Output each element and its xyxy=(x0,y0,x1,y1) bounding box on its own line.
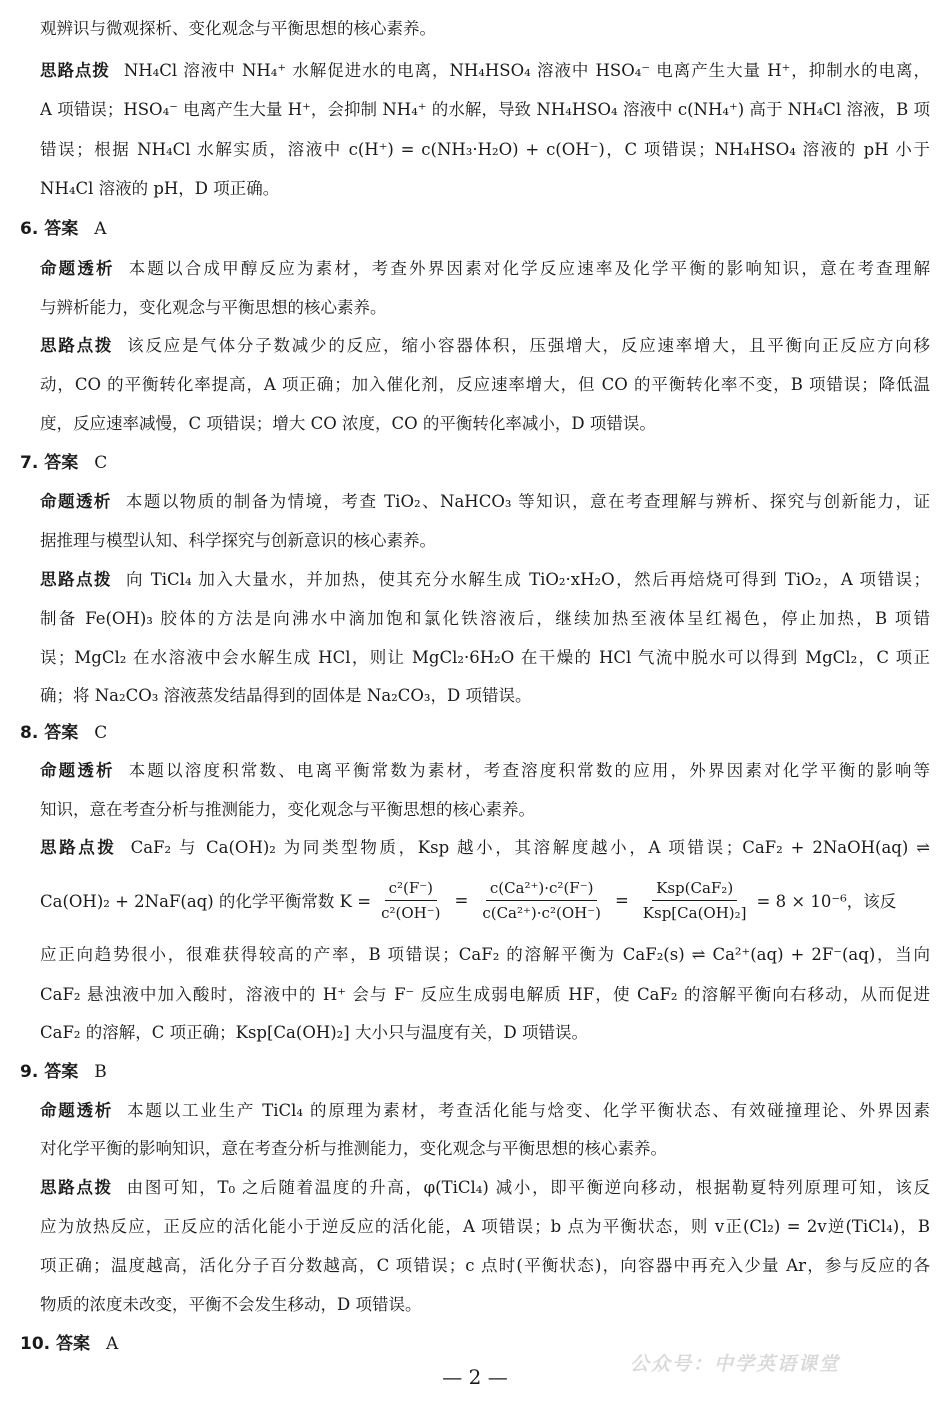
answer-letter: A xyxy=(106,1334,119,1354)
question-6-answer: 6. 答案 A xyxy=(20,219,107,239)
q8-intent-line: 命题透析 本题以溶度积常数、电离平衡常数为素材，考查溶度积常数的应用，外界因素对化学平衡的影响等 xyxy=(40,761,930,780)
analysis-tag: 思路点拨 xyxy=(40,336,114,355)
answer-letter: A xyxy=(94,219,107,239)
analysis-tag: 思路点拨 xyxy=(40,838,117,857)
q9-analysis-line: 物质的浓度未改变，平衡不会发生移动，D 项错误。 xyxy=(40,1295,422,1314)
q7-analysis-line: 思路点拨 向 TiCl₄ 加入大量水，并加热，使其充分水解生成 TiO₂·xH₂O，然后再焙烧可得到 TiO₂，A 项错误； xyxy=(40,570,930,589)
q9-intent-line: 命题透析 本题以工业生产 TiCl₄ 的原理为素材，考查活化能与焓变、化学平衡状态、有效碰撞理论、外界因素 xyxy=(40,1101,930,1120)
intent-tag: 命题透析 xyxy=(40,761,115,780)
intent-tag: 命题透析 xyxy=(40,259,115,278)
question-9-answer: 9. 答案 B xyxy=(20,1062,107,1082)
question-8-answer: 8. 答案 C xyxy=(20,723,108,743)
q9-intent-line: 对化学平衡的影响知识，意在考查分析与推测能力，变化观念与平衡思想的核心素养。 xyxy=(40,1139,667,1158)
q7-analysis-line: 确；将 Na₂CO₃ 溶液蒸发结晶得到的固体是 Na₂CO₃，D 项错误。 xyxy=(40,686,532,705)
q7-intent-line: 据推理与模型认知、科学探究与创新意识的核心素养。 xyxy=(40,531,436,550)
q8-analysis-line: CaF₂ 悬浊液中加入酸时，溶液中的 H⁺ 会与 F⁻ 反应生成弱电解质 HF，使 CaF₂ 的溶解平衡向右移动，从而促进 xyxy=(40,985,930,1004)
equilibrium-constant-formula: Ca(OH)₂ + 2NaF(aq) 的化学平衡常数 K = $\frac{\text{c²(F⁻)}}{\text{c²(OH⁻)}}$ = $\frac{\text{c(Ca²⁺)·c²(F⁻)}}{\text{c(Ca²⁺)·c²(OH⁻)}}$ = $\frac{\text{Ksp(CaF₂)}}{\text{Ksp[Ca(OH)₂]}}$ = 8 × 10⁻⁶，该反 xyxy=(40,878,897,922)
q5-analysis-line: A 项错误；HSO₄⁻ 电离产生大量 H⁺，会抑制 NH₄⁺ 的水解，导致 NH₄HSO₄ 溶液中 c(NH₄⁺) 高于 NH₄Cl 溶液，B 项 xyxy=(40,100,930,119)
intent-tag: 命题透析 xyxy=(40,1101,114,1120)
q8-intent-line: 知识，意在考查分析与推测能力，变化观念与平衡思想的核心素养。 xyxy=(40,800,535,819)
q7-analysis-line: 制备 Fe(OH)₃ 胶体的方法是向沸水中滴加饱和氯化铁溶液后，继续加热至液体呈红褐色，停止加热，B 项错 xyxy=(40,609,930,628)
question-10-answer: 10. 答案 A xyxy=(20,1334,119,1354)
q7-intent-line: 命题透析 本题以物质的制备为情境，考查 TiO₂、NaHCO₃ 等知识，意在考查理解与辨析、探究与创新能力，证 xyxy=(40,492,930,511)
answer-letter: B xyxy=(94,1062,107,1082)
q6-analysis-line: 思路点拨 该反应是气体分子数减少的反应，缩小容器体积，压强增大，反应速率增大，且平衡向正反应方向移 xyxy=(40,336,930,355)
q5-analysis-line: NH₄Cl 溶液的 pH，D 项正确。 xyxy=(40,179,280,198)
q9-analysis-line: 思路点拨 由图可知，T₀ 之后随着温度的升高，φ(TiCl₄) 减小，即平衡逆向移动，根据勒夏特列原理可知，该反 xyxy=(40,1178,930,1197)
analysis-tag: 思路点拨 xyxy=(40,61,110,80)
q6-intent-line: 命题透析 本题以合成甲醇反应为素材，考查外界因素对化学反应速率及化学平衡的影响知识，意在考查理解 xyxy=(40,259,930,278)
q6-analysis-line: 动，CO 的平衡转化率提高，A 项正确；加入催化剂，反应速率增大，但 CO 的平衡转化率不变，B 项错误；降低温 xyxy=(40,375,930,394)
q9-analysis-line: 项正确；温度越高，活化分子百分数越高，C 项错误；c 点时(平衡状态)，向容器中再充入少量 Ar，参与反应的各 xyxy=(40,1256,930,1275)
q6-analysis-line: 度，反应速率减慢，C 项错误；增大 CO 浓度，CO 的平衡转化率减小，D 项错误。 xyxy=(40,414,656,433)
answer-letter: C xyxy=(94,723,108,743)
text-line: 观辨识与微观探析、变化观念与平衡思想的核心素养。 xyxy=(40,19,436,38)
watermark: 公众号：中学英语课堂 xyxy=(630,1353,841,1375)
answer-letter: C xyxy=(94,453,108,473)
intent-tag: 命题透析 xyxy=(40,492,112,511)
q8-analysis-line: 思路点拨 CaF₂ 与 Ca(OH)₂ 为同类型物质，Ksp 越小，其溶解度越小，A 项错误；CaF₂ + 2NaOH(aq) ⇌ xyxy=(40,838,930,857)
fraction-2: $\frac{\text{c(Ca²⁺)·c²(F⁻)}}{\text{c(Ca²⁺)·c²(OH⁻)}}$ xyxy=(482,878,601,922)
q5-analysis-line: 错误；根据 NH₄Cl 水解实质，溶液中 c(H⁺) = c(NH₃·H₂O) + c(OH⁻)，C 项错误；NH₄HSO₄ 溶液的 pH 小于 xyxy=(40,140,930,159)
formula-prefix: Ca(OH)₂ + 2NaF(aq) 的化学平衡常数 K = xyxy=(40,892,372,911)
q9-analysis-line: 应为放热反应，正反应的活化能小于逆反应的活化能，A 项错误；b 点为平衡状态，则 v正(Cl₂) = 2v逆(TiCl₄)，B xyxy=(40,1217,930,1236)
fraction-1: $\frac{\text{c²(F⁻)}}{\text{c²(OH⁻)}}$ xyxy=(381,878,441,922)
question-7-answer: 7. 答案 C xyxy=(20,453,108,473)
q7-analysis-line: 误；MgCl₂ 在水溶液中会水解生成 HCl，则让 MgCl₂·6H₂O 在干燥的 HCl 气流中脱水可以得到 MgCl₂，C 项正 xyxy=(40,648,930,667)
q5-analysis-line: 思路点拨 NH₄Cl 溶液中 NH₄⁺ 水解促进水的电离，NH₄HSO₄ 溶液中 HSO₄⁻ 电离产生大量 H⁺，抑制水的电离， xyxy=(40,61,930,80)
page-number: — 2 — xyxy=(442,1365,508,1389)
fraction-3: $\frac{\text{Ksp(CaF₂)}}{\text{Ksp[Ca(OH)₂]}}$ xyxy=(642,878,747,922)
analysis-tag: 思路点拨 xyxy=(40,570,113,589)
q8-analysis-line: 应正向趋势很小，很难获得较高的产率，B 项错误；CaF₂ 的溶解平衡为 CaF₂(s) ⇌ Ca²⁺(aq) + 2F⁻(aq)，当向 xyxy=(40,945,930,964)
analysis-tag: 思路点拨 xyxy=(40,1178,113,1197)
q6-intent-line: 与辨析能力，变化观念与平衡思想的核心素养。 xyxy=(40,298,387,317)
q8-analysis-line: CaF₂ 的溶解，C 项正确；Ksp[Ca(OH)₂] 大小只与温度有关，D 项错误。 xyxy=(40,1023,588,1042)
formula-result: = 8 × 10⁻⁶，该反 xyxy=(756,892,897,911)
